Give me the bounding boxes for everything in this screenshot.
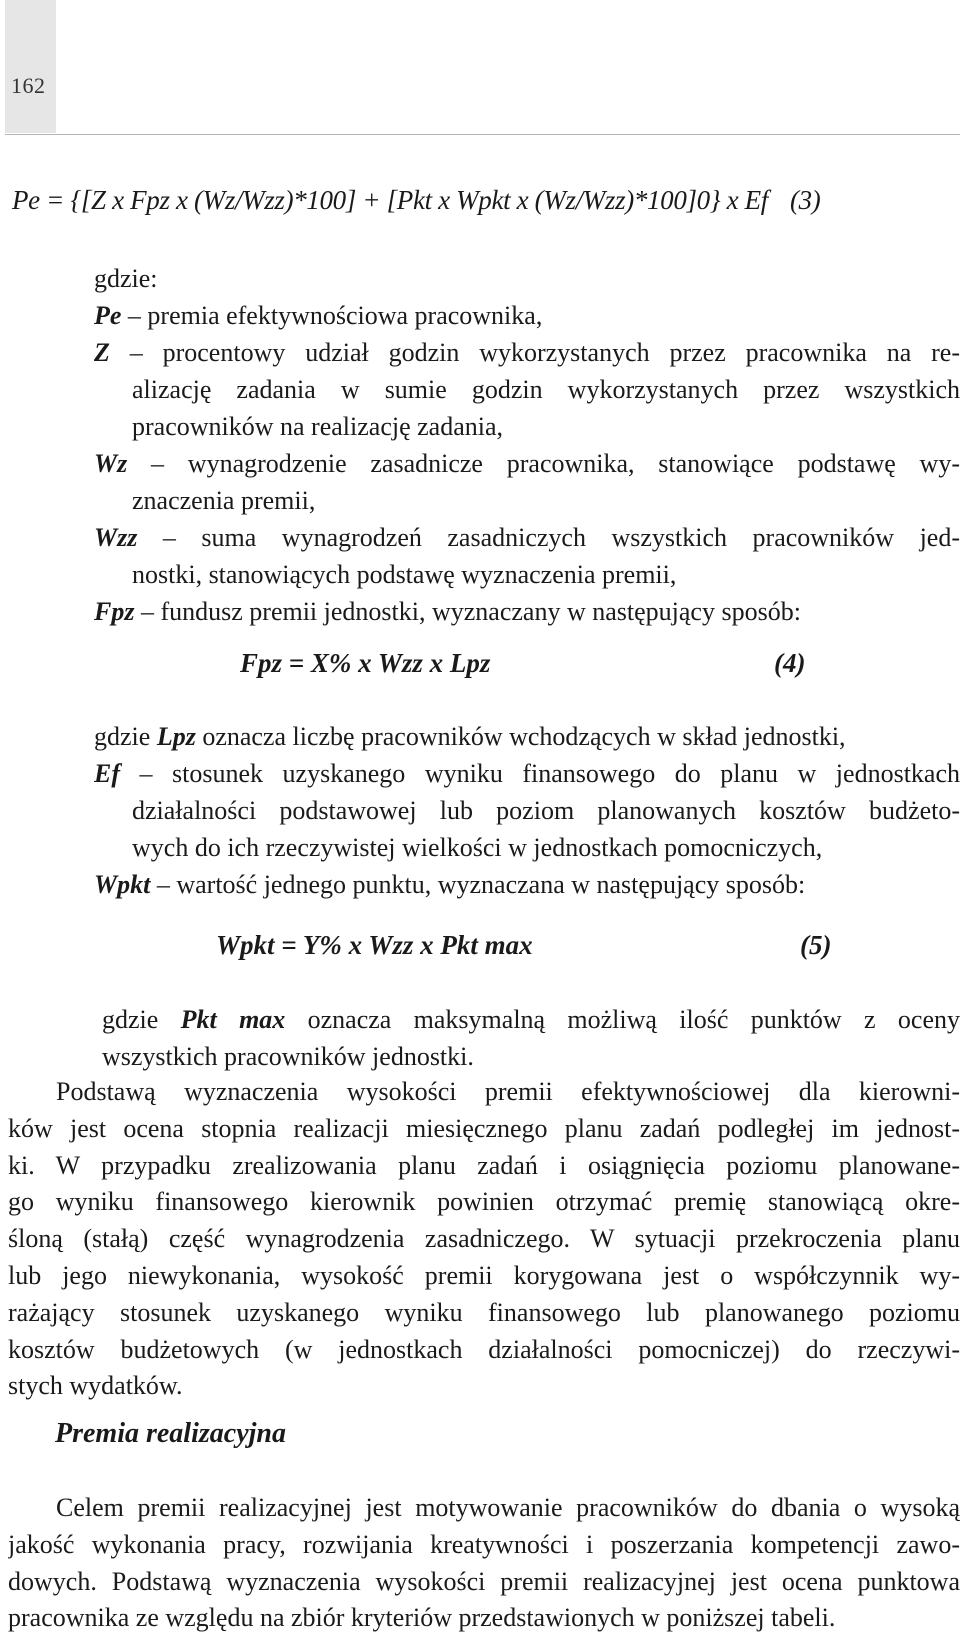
definition-pe-text: – premia efektywnościowa pracownika,: [121, 301, 543, 330]
paragraph-1-line: ki. W przypadku zrealizowania planu zadań i osiągnięcia poziomu planowane-: [8, 1150, 960, 1180]
formula-5-number: (5): [800, 930, 832, 960]
definition-wzz-cont: nostki, stanowiących podstawę wyznaczenia premii,: [132, 560, 677, 589]
paragraph-1-line: kosztów budżetowych (w jednostkach działalności pomocniczej) do rzeczywi-: [8, 1334, 960, 1364]
formula-5-expression: Wpkt = Y% x Wzz x Pkt max: [216, 930, 533, 960]
symbol-wpkt: Wpkt: [94, 870, 151, 899]
definition-wzz: [94, 519, 960, 556]
definition-wpkt: [94, 866, 960, 903]
paragraph-2-line: pracownika ze względu na zbiór kryteriów przedstawionych w poniższej tabeli.: [8, 1603, 836, 1633]
formula-3-expression: Pe = {[Z x Fpz x (Wz/Wzz)*100] + [Pkt x Wpkt x (Wz/Wzz)*100]0} x Ef: [12, 185, 768, 215]
definition-wzz-text: – suma wynagrodzeń zasadniczych wszystkich pracowników jed-: [137, 523, 960, 552]
formula-4-number: (4): [774, 648, 806, 678]
page-number-tab: [5, 0, 56, 133]
paragraph-1-line: ków jest ocena stopnia realizacji miesięcznego planu zadań podległej im jednost-: [8, 1113, 960, 1143]
definition-pe: [94, 297, 960, 334]
paragraph-2-line: Celem premii realizacyjnej jest motywowanie pracowników do dbania o wysoką: [56, 1493, 960, 1522]
pkt-max-line-1: [102, 1001, 960, 1038]
definition-lpz: [94, 718, 960, 755]
paragraph-1-line: śloną (stałą) część wynagrodzenia zasadniczego. W sytuacji przekroczenia planu: [8, 1224, 960, 1254]
symbol-wz: Wz: [94, 449, 128, 478]
definition-wz: [94, 445, 960, 482]
definition-ef-cont: wych do ich rzeczywistej wielkości w jednostkach pomocniczych,: [132, 833, 823, 862]
formula-3-number: (3): [789, 185, 821, 215]
definition-lpz-text: oznacza liczbę pracowników wchodzących w skład jednostki,: [195, 722, 846, 751]
definition-wz-cont: znaczenia premii,: [132, 486, 316, 515]
symbol-wzz: Wzz: [94, 523, 138, 552]
header-divider: [5, 134, 960, 135]
definition-ef: [94, 755, 960, 792]
definition-wpkt-text: – wartość jednego punktu, wyznaczana w następujący sposób:: [150, 870, 806, 899]
page-number: 162: [11, 73, 46, 98]
pkt-max-definition: [102, 1001, 960, 1075]
definition-wz-text: – wynagrodzenie zasadnicze pracownika, stanowiące podstawę wy-: [127, 449, 960, 478]
formula-3: [12, 185, 820, 216]
symbol-z: Z: [94, 338, 110, 367]
paragraph-1: [8, 1074, 960, 1405]
definition-z-text: – procentowy udział godzin wykorzystanych przez pracownika na re-: [109, 338, 960, 367]
paragraph-1-line: stych wydatków.: [8, 1371, 183, 1401]
pkt-max-prefix: gdzie: [102, 1005, 181, 1034]
paragraph-2: [8, 1490, 960, 1637]
paragraph-1-line: rażający stosunek uzyskanego wyniku finansowego lub planowanego poziomu: [8, 1297, 960, 1327]
definition-z: [94, 334, 960, 371]
paragraph-1-line: go wyniku finansowego kierownik powinien otrzymać premię stanowiącą okre-: [8, 1187, 960, 1217]
formula-4-expression: Fpz = X% x Wzz x Lpz: [240, 648, 491, 678]
where-label: gdzie:: [94, 264, 158, 293]
pkt-max-text: oznacza maksymalną możliwą ilość punktów z oceny: [285, 1005, 960, 1034]
definition-ef-cont: działalności podstawowej lub poziom planowanych kosztów budżeto-: [132, 796, 960, 825]
section-heading: Premia realizacyjna: [55, 1418, 286, 1449]
definition-ef-text: – stosunek uzyskanego wyniku finansowego do planu w jednostkach: [120, 759, 960, 788]
symbol-ef: Ef: [94, 759, 120, 788]
pkt-max-line-2: wszystkich pracowników jednostki.: [102, 1042, 474, 1071]
definition-fpz: [94, 593, 960, 630]
definition-z-cont: pracowników na realizację zadania,: [132, 412, 504, 441]
symbol-pkt-max: Pkt max: [180, 1005, 286, 1034]
symbol-lpz: Lpz: [156, 722, 196, 751]
definition-fpz-text: – fundusz premii jednostki, wyznaczany w następujący sposób:: [134, 597, 801, 626]
paragraph-2-line: dowych. Podstawą wyznaczenia wysokości premii realizacyjnej jest ocena punktowa: [8, 1566, 960, 1596]
definitions-list: [94, 260, 960, 630]
paragraph-2-line: jakość wykonania pracy, rozwijania kreatywności i poszerzania kompetencji zawo-: [8, 1529, 960, 1559]
paragraph-1-line: lub jego niewykonania, wysokość premii korygowana jest o współczynnik wy-: [8, 1260, 960, 1290]
symbol-fpz: Fpz: [94, 597, 135, 626]
definition-z-cont: alizację zadania w sumie godzin wykorzystanych przez wszystkich: [132, 375, 960, 404]
definitions-list-2: [94, 718, 960, 903]
symbol-pe: Pe: [94, 301, 122, 330]
definition-lpz-prefix: gdzie: [94, 722, 157, 751]
paragraph-1-line: Podstawą wyznaczenia wysokości premii efektywnościowej dla kierowni-: [56, 1077, 960, 1106]
